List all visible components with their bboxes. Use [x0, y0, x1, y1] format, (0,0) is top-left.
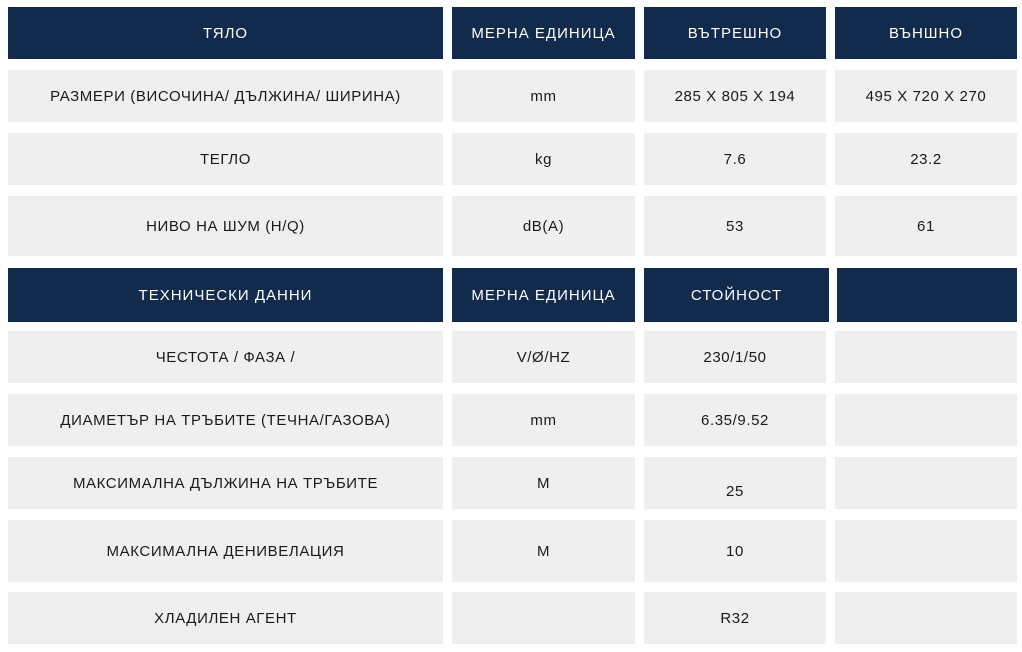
table1-header-unit: МЕРНА ЕДИНИЦА — [452, 7, 635, 59]
table1-row3-label: НИВО НА ШУМ (H/Q) — [8, 196, 443, 256]
table2-row4-label: МАКСИМАЛНА ДЕНИВЕЛАЦИЯ — [8, 520, 443, 582]
table2-row5-unit — [452, 592, 635, 644]
table2-row2-value: 6.35/9.52 — [644, 394, 826, 446]
table2-row4-empty — [835, 520, 1017, 582]
table2-row1-empty — [835, 331, 1017, 383]
table2-row1-label: ЧЕСТОТА / ФАЗА / — [8, 331, 443, 383]
table1-row3-unit: dB(A) — [452, 196, 635, 256]
table2-header-value: СТОЙНОСТ — [644, 268, 829, 322]
table2-header-empty — [837, 268, 1017, 322]
table1-header-body: ТЯЛО — [8, 7, 443, 59]
table1-row1-indoor: 285 X 805 X 194 — [644, 70, 826, 122]
table2-row2-empty — [835, 394, 1017, 446]
table2-row5-label: ХЛАДИЛЕН АГЕНТ — [8, 592, 443, 644]
table1-row2-indoor: 7.6 — [644, 133, 826, 185]
table1-row3-outdoor: 61 — [835, 196, 1017, 256]
table1-row3-indoor: 53 — [644, 196, 826, 256]
table1-row1-outdoor: 495 X 720 X 270 — [835, 70, 1017, 122]
table2-row3-unit: M — [452, 457, 635, 509]
table2-row1-unit: V/Ø/HZ — [452, 331, 635, 383]
table2-row3-label: МАКСИМАЛНА ДЪЛЖИНА НА ТРЪБИТЕ — [8, 457, 443, 509]
table2-header-unit: МЕРНА ЕДИНИЦА — [452, 268, 635, 322]
table1-row1-unit: mm — [452, 70, 635, 122]
table1-row1-label: РАЗМЕРИ (ВИСОЧИНА/ ДЪЛЖИНА/ ШИРИНА) — [8, 70, 443, 122]
table1-header-outdoor: ВЪНШНО — [835, 7, 1017, 59]
table1-header-indoor: ВЪТРЕШНО — [644, 7, 826, 59]
table2-row2-label: ДИАМЕТЪР НА ТРЪБИТЕ (ТЕЧНА/ГАЗОВА) — [8, 394, 443, 446]
table1-row2-unit: kg — [452, 133, 635, 185]
table1-row2-outdoor: 23.2 — [835, 133, 1017, 185]
table2-row3-value: 25 — [644, 457, 826, 509]
table2-row4-unit: M — [452, 520, 635, 582]
table2-row3-empty — [835, 457, 1017, 509]
table2-row5-value: R32 — [644, 592, 826, 644]
table2-header-tech: ТЕХНИЧЕСКИ ДАННИ — [8, 268, 443, 322]
table1-row2-label: ТЕГЛО — [8, 133, 443, 185]
table2-row1-value: 230/1/50 — [644, 331, 826, 383]
table2-row2-unit: mm — [452, 394, 635, 446]
table2-row5-empty — [835, 592, 1017, 644]
table2-row4-value: 10 — [644, 520, 826, 582]
